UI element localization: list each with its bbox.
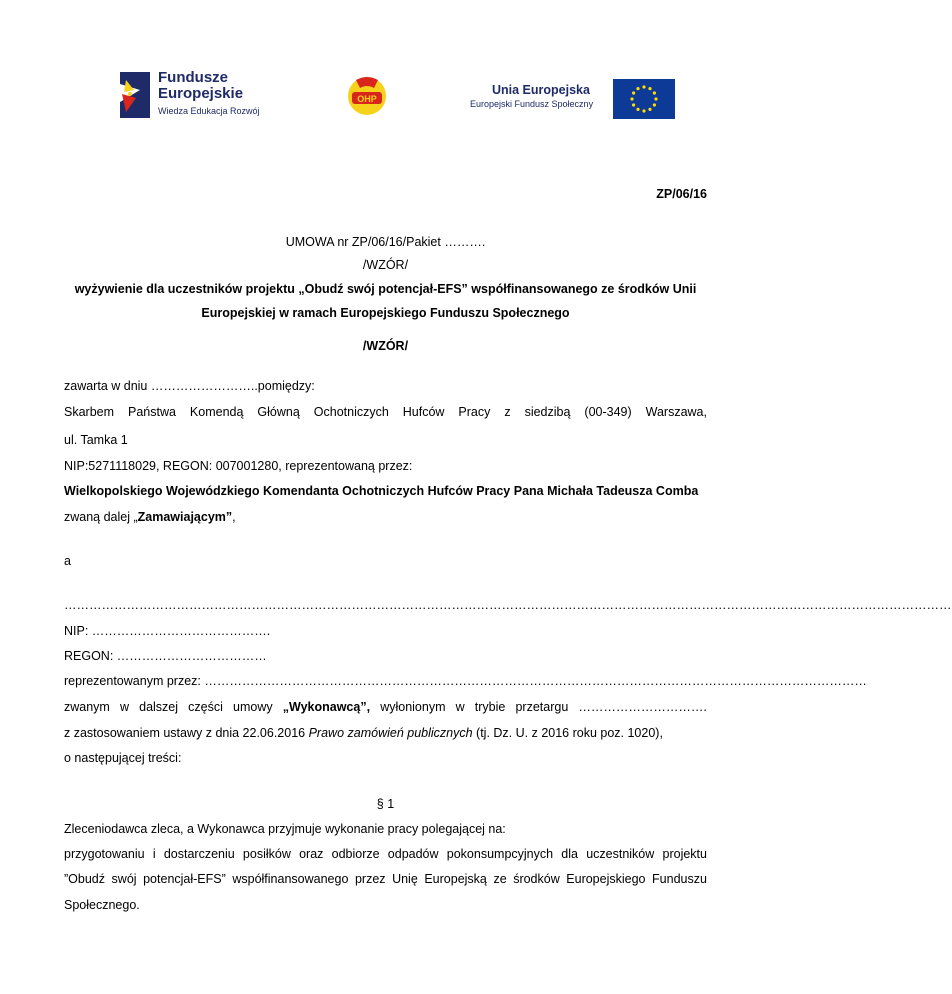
section1-para2-line1: przygotowaniu i dostarczeniu posiłków oraz odbiorze odpadów pokonsumpcyjnych dla uczestników projektu: [64, 847, 707, 861]
contractor-called: zwanym w dalszej części umowy „Wykonawcą”, wyłonionym w trybie przetargu ………………………….: [64, 700, 707, 714]
doc-reference: ZP/06/16: [656, 187, 707, 201]
party1-called: zwaną dalej „Zamawiającym”,: [64, 510, 236, 524]
party1-representative: Wielkopolskiego Wojewódzkiego Komendanta Ochotniczych Hufców Pracy Pana Michała Tadeusza Comba: [64, 484, 699, 498]
content-intro: o następującej treści:: [64, 751, 182, 765]
fe-logo-line2: Europejskie: [158, 85, 244, 102]
contract-title: UMOWA nr ZP/06/16/Pakiet ……….: [285, 235, 486, 249]
contractor-nip: NIP: …………………………………….: [64, 624, 271, 638]
and-word: a: [64, 554, 71, 568]
template-marker: /WZÓR/: [362, 258, 409, 272]
contractor-regon: REGON: ………………………………: [64, 649, 267, 663]
section-heading: § 1: [376, 797, 395, 811]
eu-flag-icon: [613, 79, 675, 119]
ohp-logo-icon: [346, 74, 388, 116]
ue-logo-line1: Unia Europejska: [492, 83, 590, 97]
contractor-name-blank: ……………………………………………………………………………………………………………………………………………………………………………………………: [64, 598, 952, 612]
section1-para1: Zleceniodawca zleca, a Wykonawca przyjmuje wykonanie pracy polegającej na:: [64, 822, 506, 836]
fe-logo-line1: Fundusze: [158, 69, 228, 86]
template-marker-bold: /WZÓR/: [362, 339, 409, 353]
subject-line-1: wyżywienie dla uczestników projektu „Obudź swój potencjał-EFS” współfinansowanego ze środków Unii: [74, 282, 697, 296]
party1-ids: NIP:5271118029, REGON: 007001280, reprezentowaną przez:: [64, 459, 413, 473]
subject-line-2: Europejskiej w ramach Europejskiego Funduszu Społecznego: [201, 306, 570, 320]
law-reference: z zastosowaniem ustawy z dnia 22.06.2016 Prawo zamówień publicznych (tj. Dz. U. z 2016 roku poz. 1020),: [64, 726, 663, 740]
ue-logo-line2: Europejski Fundusz Społeczny: [470, 99, 594, 109]
section1-para2-line3: Społecznego.: [64, 898, 140, 912]
contractor-representative: reprezentowanym przez: ……………………………………………………………………………………………………………………………………………: [64, 674, 867, 688]
fe-flag-icon: [120, 72, 150, 118]
concluded-line: zawarta w dniu ……………………..pomiędzy:: [64, 379, 315, 393]
fe-logo-line3: Wiedza Edukacja Rozwój: [158, 106, 260, 116]
party1-line1: Skarbem Państwa Komendą Główną Ochotniczych Hufców Pracy z siedzibą (00-349) Warszawa,: [64, 405, 707, 419]
section1-para2-line2: ”Obudź swój potencjał-EFS” współfinansowanego przez Unię Europejską ze środków Europejskiego Funduszu: [64, 872, 707, 886]
svg-text:OHP: OHP: [357, 94, 377, 104]
party1-address: ul. Tamka 1: [64, 433, 128, 447]
